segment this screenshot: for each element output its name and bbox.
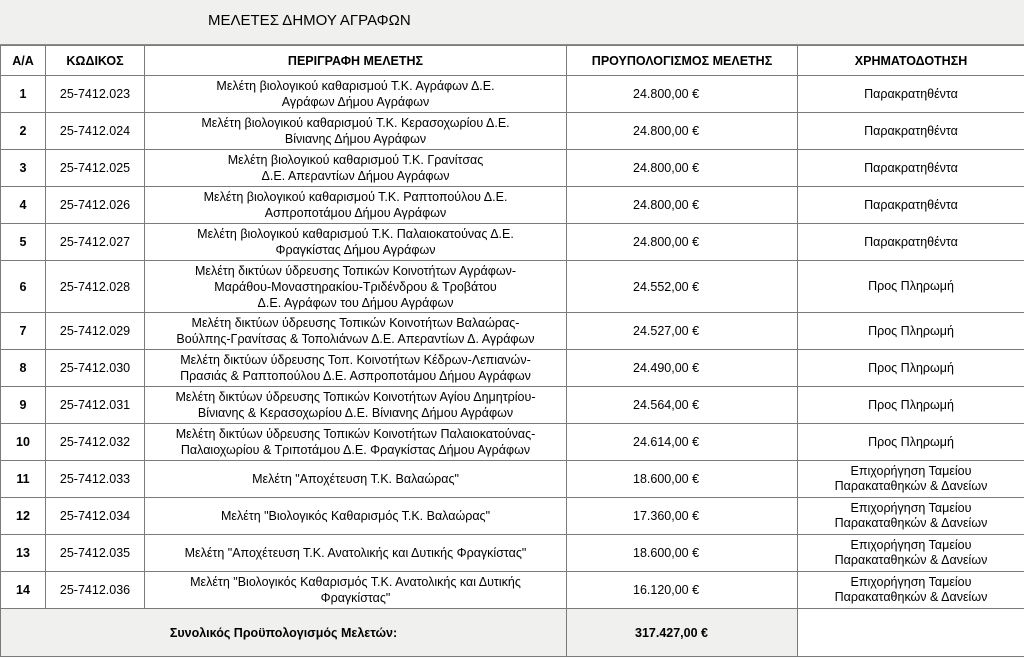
funding-line-1: Παρακρατηθέντα [864, 160, 958, 175]
funding-line-2: Παρακαταθηκών & Δανείων [834, 516, 988, 530]
row-budget-text: 24.800,00 € [633, 124, 700, 138]
row-number-text: 4 [19, 198, 27, 212]
document-title: ΜΕΛΕΤΕΣ ΔΗΜΟΥ ΑΓΡΑΦΩΝ [208, 12, 411, 29]
row-budget [567, 313, 798, 350]
description-line-1: Μελέτη "Βιολογικός Καθαρισμός Τ.Κ. Βαλαώρας" [220, 509, 491, 523]
row-funding [798, 350, 1024, 387]
row-budget [567, 261, 798, 313]
funding-line-1: Προς Πληρωμή [868, 397, 954, 412]
row-code [46, 76, 145, 113]
funding-line-1: Παρακρατηθέντα [864, 86, 958, 101]
funding-line-2: Παρακαταθηκών & Δανείων [834, 479, 988, 493]
row-number-text: 5 [19, 235, 27, 249]
studies-table [0, 45, 1024, 657]
row-funding [798, 461, 1024, 498]
description-line-2: Παλαιοχωρίου & Τριποτάμου Δ.Ε. Φραγκίστας Δήμου Αγράφων [180, 443, 531, 457]
row-code-text: 25-7412.029 [59, 324, 131, 338]
funding-line-1: Προς Πληρωμή [868, 279, 954, 293]
row-budget-text: 17.360,00 € [633, 509, 700, 523]
row-code [46, 350, 145, 387]
row-code-text: 25-7412.033 [59, 472, 131, 486]
row-number-text: 1 [19, 87, 27, 101]
row-description [145, 498, 567, 535]
row-code [46, 424, 145, 461]
total-label: Συνολικός Προϋπολογισμός Μελετών: [1, 609, 567, 657]
row-budget-text: 24.800,00 € [633, 198, 700, 212]
row-number-text: 13 [16, 546, 30, 560]
row-code [46, 313, 145, 350]
row-number-text: 7 [19, 324, 27, 338]
funding-line-1: Παρακρατηθέντα [864, 197, 958, 212]
description-line-2: Ασπροποτάμου Δήμου Αγράφων [264, 206, 447, 220]
row-description [145, 461, 567, 498]
table-row [1, 150, 1024, 187]
row-description [145, 261, 567, 313]
row-funding [798, 150, 1024, 187]
row-budget-text: 16.120,00 € [633, 583, 700, 597]
row-code-text: 25-7412.032 [59, 435, 131, 449]
row-number-text: 9 [19, 398, 27, 412]
row-number [1, 313, 46, 350]
row-code-text: 25-7412.024 [59, 124, 131, 138]
row-description [145, 313, 567, 350]
row-code-text: 25-7412.028 [59, 279, 131, 294]
row-budget-text: 18.600,00 € [633, 546, 700, 560]
description-line-1: Μελέτη βιολογικού καθαρισμού Τ.Κ. Κερασοχωρίου Δ.Ε. [201, 116, 510, 130]
row-budget-text: 24.552,00 € [633, 279, 700, 294]
table-row [1, 113, 1024, 150]
row-funding [798, 424, 1024, 461]
description-line-2: Βίνιανης Δήμου Αγράφων [284, 132, 427, 146]
row-funding [798, 572, 1024, 609]
row-funding [798, 76, 1024, 113]
row-code [46, 224, 145, 261]
row-description [145, 535, 567, 572]
row-number [1, 498, 46, 535]
row-funding [798, 224, 1024, 261]
funding-line-1: Επιχορήγηση Ταμείου [850, 464, 972, 478]
description-line-2: Φραγκίστας" [320, 591, 391, 605]
header-funding: ΧΡΗΜΑΤΟΔΟΤΗΣΗ [798, 46, 1024, 76]
table-row [1, 498, 1024, 535]
row-budget [567, 76, 798, 113]
description-line-3: Δ.Ε. Αγράφων του Δήμου Αγράφων [257, 295, 454, 310]
description-line-1: Μελέτη βιολογικού καθαρισμού Τ.Κ. Αγράφων Δ.Ε. [216, 79, 495, 93]
funding-line-1: Επιχορήγηση Ταμείου [850, 538, 972, 552]
row-number [1, 224, 46, 261]
row-budget-text: 24.564,00 € [633, 398, 700, 412]
row-code [46, 572, 145, 609]
row-funding [798, 261, 1024, 313]
table-row [1, 572, 1024, 609]
row-number-text: 8 [19, 361, 27, 375]
description-line-1: Μελέτη βιολογικού καθαρισμού Τ.Κ. Γρανίτσας [227, 153, 484, 167]
row-funding [798, 387, 1024, 424]
table-row [1, 350, 1024, 387]
row-description [145, 76, 567, 113]
row-description [145, 424, 567, 461]
row-code-text: 25-7412.036 [59, 583, 131, 597]
description-line-1: Μελέτη δικτύων ύδρευσης Τοπικών Κοινοτήτων Βαλαώρας- [191, 316, 520, 330]
table-row [1, 187, 1024, 224]
header-aa: Α/Α [1, 46, 46, 76]
row-description [145, 572, 567, 609]
row-number [1, 187, 46, 224]
row-number [1, 535, 46, 572]
row-number-text: 14 [16, 583, 30, 597]
row-funding [798, 535, 1024, 572]
header-budget: ΠΡΟΥΠΟΛΟΓΙΣΜΟΣ ΜΕΛΕΤΗΣ [567, 46, 798, 76]
row-code [46, 261, 145, 313]
row-code-text: 25-7412.034 [59, 509, 131, 523]
row-code-text: 25-7412.025 [59, 161, 131, 175]
row-budget [567, 150, 798, 187]
row-description [145, 224, 567, 261]
row-budget [567, 350, 798, 387]
row-budget-text: 24.800,00 € [633, 161, 700, 175]
row-budget-text: 24.490,00 € [633, 361, 700, 375]
row-budget [567, 113, 798, 150]
row-budget [567, 572, 798, 609]
total-row [1, 609, 1024, 657]
funding-line-1: Επιχορήγηση Ταμείου [850, 501, 972, 515]
table-body [1, 76, 1024, 609]
row-code [46, 387, 145, 424]
row-code [46, 150, 145, 187]
description-line-2: Πρασιάς & Ραπτοπούλου Δ.Ε. Ασπροποτάμου Δήμου Αγράφων [180, 369, 531, 383]
description-line-1: Μελέτη βιολογικού καθαρισμού Τ.Κ. Ραπτοπούλου Δ.Ε. [203, 190, 508, 204]
description-line-1: Μελέτη δικτύων ύδρευσης Τοπικών Κοινοτήτων Αγίου Δημητρίου- [175, 390, 536, 404]
row-description [145, 150, 567, 187]
row-budget-text: 24.800,00 € [633, 235, 700, 249]
row-description [145, 113, 567, 150]
row-budget [567, 461, 798, 498]
row-code-text: 25-7412.027 [59, 235, 131, 249]
row-code [46, 498, 145, 535]
row-funding [798, 313, 1024, 350]
row-number [1, 387, 46, 424]
row-budget [567, 498, 798, 535]
description-line-2: Φραγκίστας Δήμου Αγράφων [275, 243, 436, 257]
description-line-1: Μελέτη "Βιολογικός Καθαρισμός Τ.Κ. Ανατολικής και Δυτικής [190, 575, 521, 589]
table-row [1, 535, 1024, 572]
row-number [1, 572, 46, 609]
funding-line-1: Παρακρατηθέντα [864, 123, 958, 138]
funding-line-1: Επιχορήγηση Ταμείου [850, 575, 972, 589]
row-number-text: 10 [16, 435, 30, 449]
description-line-1: Μελέτη δικτύων ύδρευσης Τοπικών Κοινοτήτων Αγράφων- [194, 263, 517, 278]
table-header-row [1, 46, 1024, 76]
row-number-text: 12 [16, 509, 30, 523]
row-budget [567, 535, 798, 572]
row-code [46, 113, 145, 150]
row-number [1, 150, 46, 187]
row-number-text: 3 [19, 161, 27, 175]
description-line-2: Βίνιανης & Κερασοχωρίου Δ.Ε. Βίνιανης Δήμου Αγράφων [197, 406, 514, 420]
row-description [145, 187, 567, 224]
table-row [1, 461, 1024, 498]
table-row [1, 313, 1024, 350]
description-line-1: Μελέτη "Αποχέτευση Τ.Κ. Ανατολικής και Δυτικής Φραγκίστας" [184, 546, 527, 560]
total-value: 317.427,00 € [567, 609, 798, 657]
description-line-1: Μελέτη βιολογικού καθαρισμού Τ.Κ. Παλαιοκατούνας Δ.Ε. [197, 227, 514, 241]
funding-line-1: Προς Πληρωμή [868, 323, 954, 338]
header-description: ΠΕΡΙΓΡΑΦΗ ΜΕΛΕΤΗΣ [145, 46, 567, 76]
header-code: ΚΩΔΙΚΟΣ [46, 46, 145, 76]
table-row [1, 261, 1024, 313]
row-funding [798, 113, 1024, 150]
description-line-2: Δ.Ε. Απεραντίων Δήμου Αγράφων [261, 169, 450, 183]
row-number [1, 113, 46, 150]
title-bar [0, 0, 1024, 45]
row-budget [567, 224, 798, 261]
row-code-text: 25-7412.035 [59, 546, 131, 560]
row-budget-text: 18.600,00 € [633, 472, 700, 486]
row-code-text: 25-7412.031 [59, 398, 131, 412]
row-code [46, 535, 145, 572]
row-number [1, 76, 46, 113]
funding-line-1: Προς Πληρωμή [868, 434, 954, 449]
row-description [145, 387, 567, 424]
description-line-1: Μελέτη δικτύων ύδρευσης Τοπ. Κοινοτήτων Κέδρων-Λεπιανών- [180, 353, 531, 367]
description-line-1: Μελέτη "Αποχέτευση Τ.Κ. Βαλαώρας" [252, 472, 459, 486]
table-row [1, 76, 1024, 113]
table-row [1, 224, 1024, 261]
row-funding [798, 187, 1024, 224]
row-budget [567, 187, 798, 224]
table-row [1, 424, 1024, 461]
row-budget-text: 24.614,00 € [633, 435, 700, 449]
row-budget [567, 424, 798, 461]
funding-line-1: Προς Πληρωμή [868, 360, 954, 375]
funding-line-2: Παρακαταθηκών & Δανείων [834, 553, 988, 567]
row-code [46, 461, 145, 498]
row-budget [567, 387, 798, 424]
table-row [1, 387, 1024, 424]
row-number-text: 2 [19, 124, 27, 138]
row-number [1, 261, 46, 313]
row-budget-text: 24.800,00 € [633, 87, 700, 101]
row-number [1, 461, 46, 498]
row-funding [798, 498, 1024, 535]
row-number-text: 6 [19, 279, 27, 294]
row-code-text: 25-7412.026 [59, 198, 131, 212]
row-code-text: 25-7412.030 [59, 361, 131, 375]
row-number-text: 11 [16, 472, 30, 486]
description-line-2: Αγράφων Δήμου Αγράφων [281, 95, 430, 109]
funding-line-2: Παρακαταθηκών & Δανείων [834, 590, 988, 604]
description-line-2: Μαράθου-Μοναστηρακίου-Τριδένδρου & Τροβάτου [214, 279, 497, 294]
row-code-text: 25-7412.023 [59, 87, 131, 101]
funding-line-1: Παρακρατηθέντα [864, 234, 958, 249]
total-blank-cell [798, 609, 1024, 657]
row-number [1, 350, 46, 387]
description-line-1: Μελέτη δικτύων ύδρευσης Τοπικών Κοινοτήτων Παλαιοκατούνας- [175, 427, 536, 441]
row-code [46, 187, 145, 224]
row-description [145, 350, 567, 387]
description-line-2: Βούλπης-Γρανίτσας & Τοπολιάνων Δ.Ε. Απεραντίων Δ. Αγράφων [176, 332, 535, 346]
row-number [1, 424, 46, 461]
row-budget-text: 24.527,00 € [633, 324, 700, 338]
